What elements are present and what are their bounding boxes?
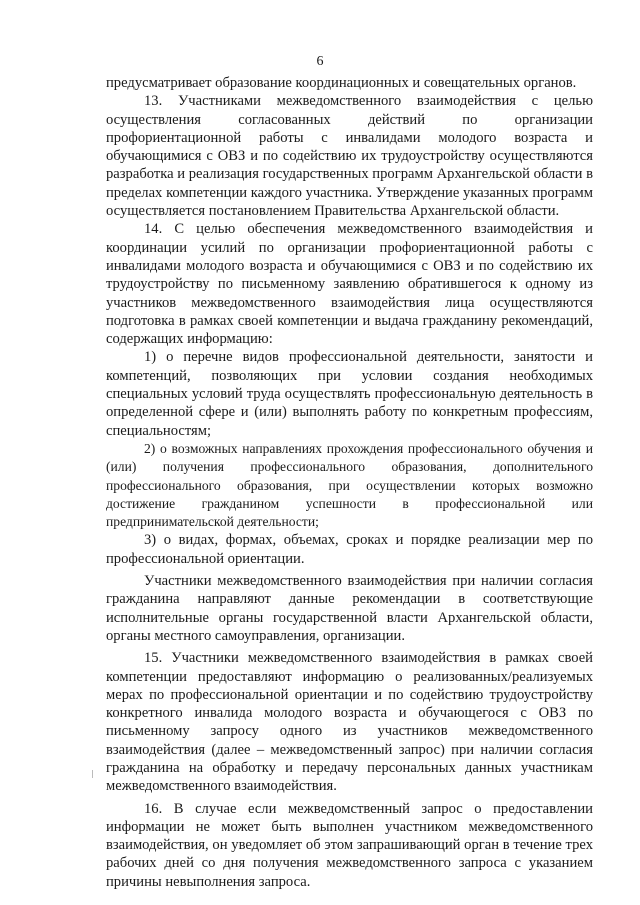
page-number: 6 — [316, 54, 324, 69]
paragraph-13: 13. Участниками межведомственного взаимодействия с целью осуществления согласованных действий по организации профориентационной работы с инвалидами молодого возраста и обучающимися с ОВЗ и по содействию их трудоустройству осуществляются разработка и реализация государственных программ Архангельской области в пределах компетенции каждого участника. Утверждение указанных программ осуществляется постановлением Правительства Архангельской области. — [106, 93, 593, 220]
paragraph-14: 14. С целью обеспечения межведомственного взаимодействия и координации усилий по организации профориентационной работы с инвалидами молодого возраста и обучающимися с ОВЗ и по содействию их трудоустройству по письменному заявлению обратившегося к одному из участников межведомственного взаимодействия лица осуществляются подготовка в рамках своей компетенции и выдача гражданину рекомендаций, содержащих информацию: — [106, 221, 593, 348]
list-item-3: 3) о видах, формах, объемах, сроках и порядке реализации мер по профессиональной ориентации. — [106, 532, 593, 567]
list-item-2: 2) о возможных направлениях прохождения профессионального обучения и (или) получения профессионального образования, дополнительного профессионального образования, при осуществлении которых возможно достижение гражданином успешности в профессиональной или предпринимательской деятельности; — [106, 440, 593, 530]
document-body — [106, 74, 593, 891]
scan-margin-mark — [92, 770, 93, 778]
paragraph-continuation: предусматривает образование координационных и совещательных органов. — [106, 75, 577, 91]
list-item-1: 1) о перечне видов профессиональной деятельности, занятости и компетенций, позволяющих при условии создания необходимых специальных условий труда осуществлять профессиональную деятельность в определенной сфере и (или) выполнять работу по конкретным профессиям, специальностям; — [106, 349, 593, 439]
paragraph-15: 15. Участники межведомственного взаимодействия в рамках своей компетенции предоставляют информацию о реализованных/реализуемых мерах по профессиональной ориентации и по содействию трудоустройству конкретного инвалида молодого возраста и обучающегося с ОВЗ по письменному запросу одного из участников межведомственного взаимодействия (далее – межведомственный запрос) при наличии согласия гражданина на обработку и передачу персональных данных участникам межведомственного взаимодействия. — [106, 650, 593, 795]
paragraph-16: 16. В случае если межведомственный запрос о предоставлении информации не может быть выполнен участником межведомственного взаимодействия, он уведомляет об этом запрашивающий орган в течение трех рабочих дней со дня получения межведомственного запроса с указанием причины невыполнения запроса. — [106, 800, 593, 890]
paragraph-participants-consent: Участники межведомственного взаимодействия при наличии согласия гражданина направляют данные рекомендации в соответствующие исполнительные органы государственной власти Архангельской области, органы местного самоуправления, организации. — [106, 573, 593, 644]
